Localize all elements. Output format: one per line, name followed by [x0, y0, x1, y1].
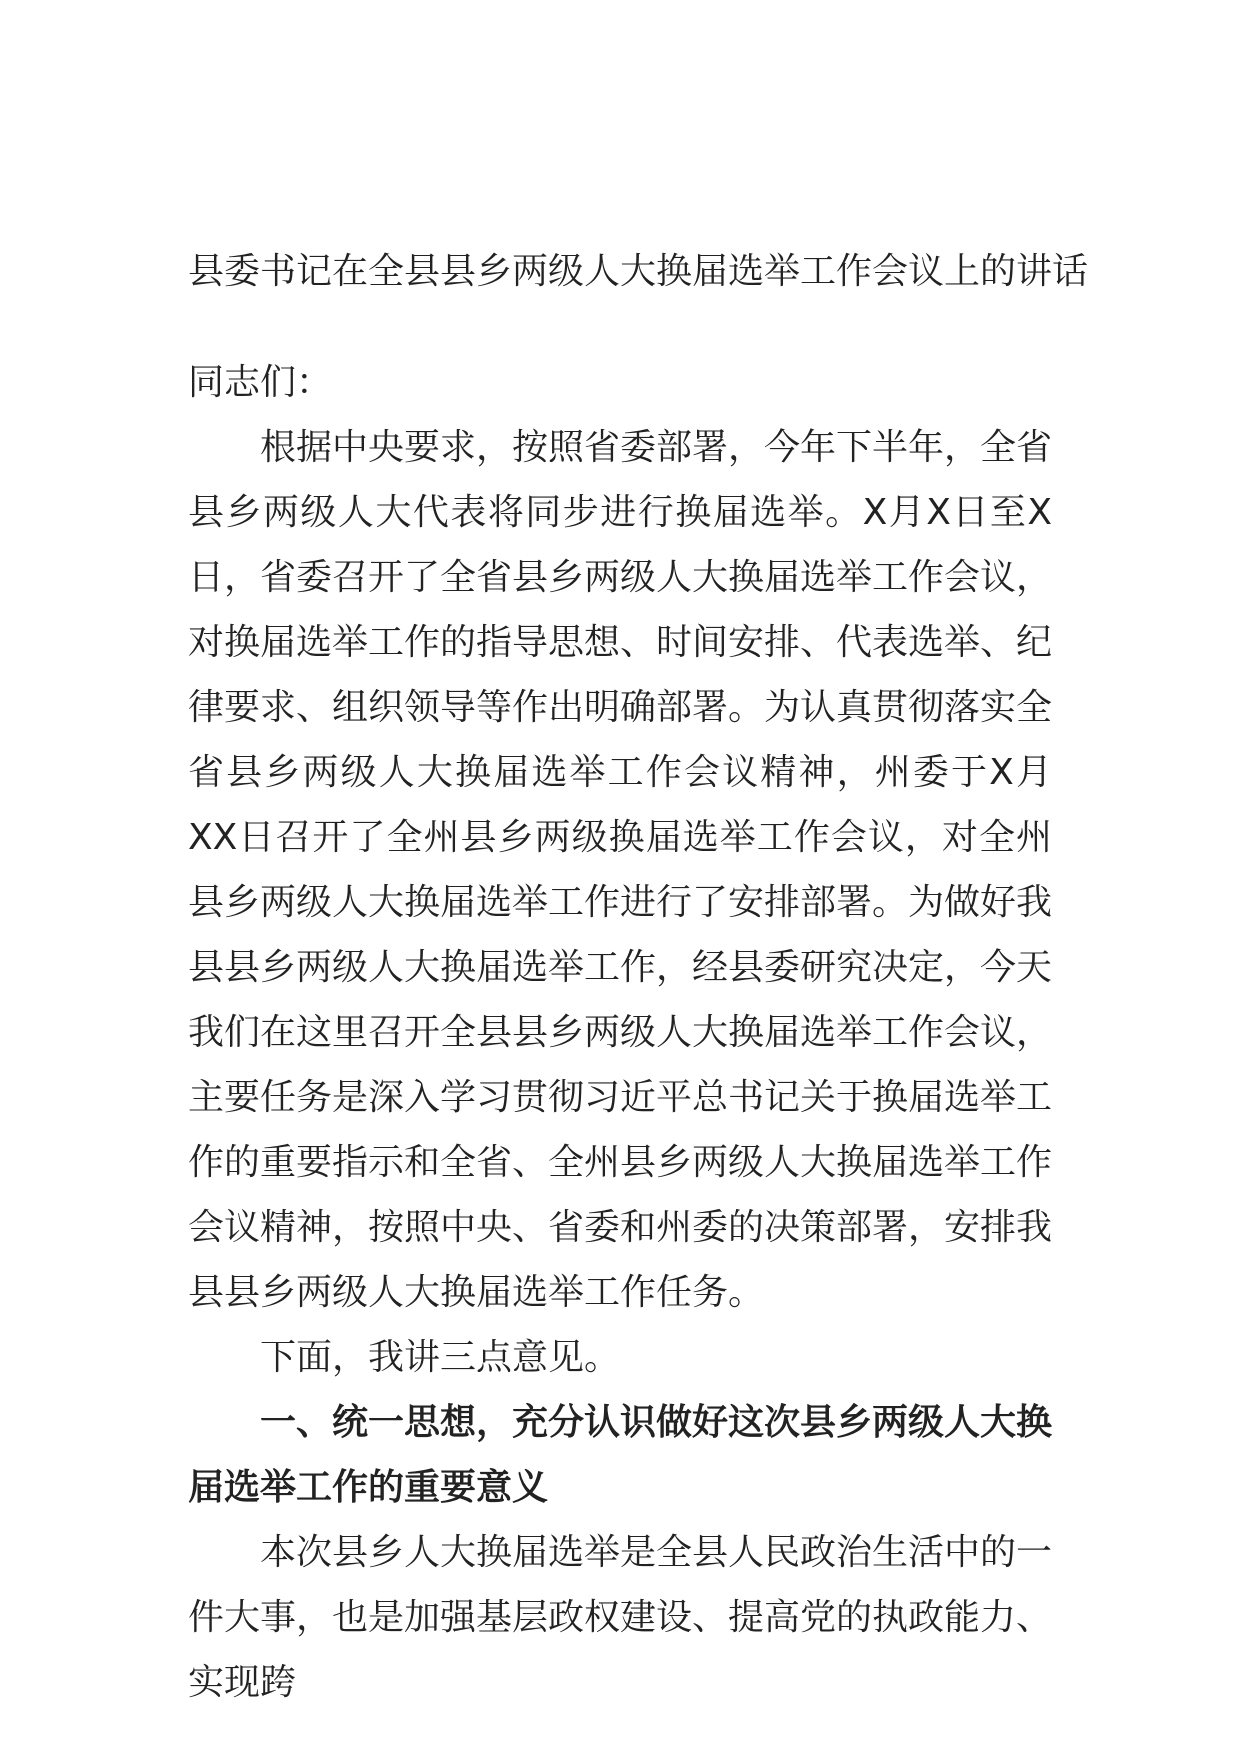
section-heading: 一、统一思想，充分认识做好这次县乡两级人大换届选举工作的重要意义 [188, 1402, 1053, 1508]
document-body [188, 350, 1052, 1715]
paragraph-intro: 根据中央要求，按照省委部署，今年下半年，全省县乡两级人大代表将同步进行换届选举。X月X日至X日，省委召开了全省县乡两级人大换届选举工作会议，对换届选举工作的指导思想、时间安排、代表选举、纪律要求、组织领导等作出明确部署。为认真贯彻落实全省县乡两级人大换届选举工作会议精神，州委于X月XX日召开了全州县乡两级换届选举工作会议，对全州县乡两级人大换届选举工作进行了安排部署。为做好我县县乡两级人大换届选举工作，经县委研究决定，今天我们在这里召开全县县乡两级人大换届选举工作会议，主要任务是深入学习贯彻习近平总书记关于换届选举工作的重要指示和全省、全州县乡两级人大换届选举工作会议精神，按照中央、省委和州委的决策部署，安排我县县乡两级人大换届选举工作任务。 [188, 427, 1053, 1313]
section-paragraph: 本次县乡人大换届选举是全县人民政治生活中的一件大事，也是加强基层政权建设、提高党的执政能力、实现跨 [188, 1532, 1053, 1703]
greeting: 同志们： [188, 362, 333, 403]
document-title: 县委书记在全县县乡两级人大换届选举工作会议上的讲话 [188, 251, 1089, 292]
paragraph-outline: 下面，我讲三点意见。 [260, 1337, 621, 1378]
